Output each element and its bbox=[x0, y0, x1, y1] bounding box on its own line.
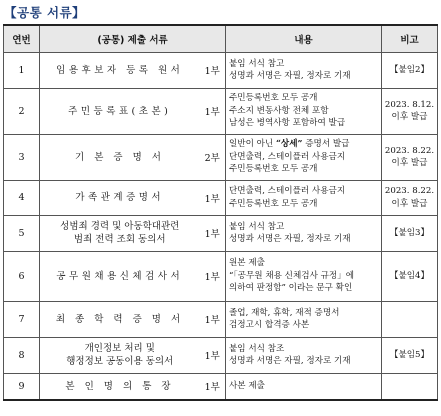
note-line: 이후 발급 bbox=[391, 198, 428, 209]
content-line bbox=[229, 221, 378, 234]
content-line bbox=[229, 163, 378, 176]
document-name bbox=[40, 215, 200, 251]
content-text: 주소지 변동사항 전체 포함 bbox=[229, 105, 329, 116]
documents-table bbox=[3, 24, 438, 401]
content-text: 남성은 병역사항 포함하여 발급 bbox=[229, 118, 346, 129]
content-text: 사본 제출 bbox=[229, 381, 265, 391]
document-content bbox=[226, 215, 382, 251]
section-title: 【공통 서류】 bbox=[4, 5, 86, 20]
document-name bbox=[40, 373, 200, 400]
document-content bbox=[226, 301, 382, 337]
row-number: 1 bbox=[4, 52, 40, 88]
document-note bbox=[382, 373, 438, 400]
copy-count: 1부 bbox=[200, 251, 226, 301]
table-row bbox=[4, 52, 438, 88]
content-text: 주민등록번호 모두 공개 bbox=[229, 198, 318, 209]
content-line bbox=[229, 282, 378, 295]
row-number: 5 bbox=[4, 215, 40, 251]
table-row bbox=[4, 373, 438, 400]
document-content bbox=[226, 251, 382, 301]
note-line: 【붙임2】 bbox=[389, 64, 430, 75]
content-line bbox=[229, 270, 378, 283]
document-name bbox=[40, 301, 200, 337]
document-content bbox=[226, 52, 382, 88]
content-text: 졸업, 재학, 휴학, 재적 증명서 bbox=[229, 307, 340, 318]
note-line: 이후 발급 bbox=[391, 158, 428, 168]
copy-count: 1부 bbox=[200, 52, 226, 88]
document-name-line: 기 본 증 명 서 bbox=[75, 151, 165, 163]
row-number: 9 bbox=[4, 373, 40, 400]
content-line bbox=[229, 151, 378, 164]
document-note bbox=[382, 134, 438, 180]
document-name bbox=[40, 88, 200, 134]
document-name-line: 행정정보 공동이용 동의서 bbox=[66, 356, 174, 367]
content-line bbox=[229, 58, 378, 71]
content-text: “상세” bbox=[275, 139, 303, 150]
content-line bbox=[229, 319, 378, 332]
document-name-line: 임용후보자 등록 원서 bbox=[56, 64, 184, 76]
document-name bbox=[40, 52, 200, 88]
header-no: 연번 bbox=[4, 25, 40, 52]
content-line bbox=[229, 117, 378, 130]
note-line: 이후 발급 bbox=[391, 112, 428, 122]
copy-count: 1부 bbox=[200, 337, 226, 373]
document-note bbox=[382, 88, 438, 134]
content-line bbox=[229, 92, 378, 105]
copy-count: 2부 bbox=[200, 134, 226, 180]
content-text: 증명서 발급 bbox=[302, 139, 350, 150]
table-row bbox=[4, 215, 438, 251]
document-name-line: 최 종 학 력 증 명 서 bbox=[55, 313, 184, 325]
header-note: 비고 bbox=[382, 25, 438, 52]
document-name-line: 본 인 명 의 통 장 bbox=[65, 380, 175, 392]
content-text: 성명과 서명은 자필, 정자로 기재 bbox=[229, 71, 351, 81]
table-row bbox=[4, 180, 438, 215]
table-row bbox=[4, 301, 438, 337]
content-line bbox=[229, 257, 378, 270]
note-line: 2023. 8.22. bbox=[384, 145, 435, 156]
copy-count: 1부 bbox=[200, 373, 226, 400]
document-name bbox=[40, 251, 200, 301]
content-line bbox=[229, 138, 378, 151]
content-text: 일반이 아닌 bbox=[229, 139, 276, 150]
content-text: 원본 제출 bbox=[229, 258, 265, 269]
table-row bbox=[4, 337, 438, 373]
content-line bbox=[229, 380, 378, 393]
content-line bbox=[229, 355, 378, 368]
content-line bbox=[229, 343, 378, 356]
document-name-line: 가족관계증명서 bbox=[75, 192, 165, 203]
content-line bbox=[229, 185, 378, 198]
content-text: 주민등록번호 모두 공개 bbox=[229, 164, 318, 175]
copy-count: 1부 bbox=[200, 301, 226, 337]
document-content bbox=[226, 337, 382, 373]
content-text: 검정고시 합격증 사본 bbox=[229, 320, 310, 330]
document-content bbox=[226, 180, 382, 215]
document-name bbox=[40, 180, 200, 215]
content-line bbox=[229, 307, 378, 320]
document-name-line: 범죄 전력 조회 동의서 bbox=[73, 234, 166, 245]
row-number: 8 bbox=[4, 337, 40, 373]
document-name-line: 개인정보 처리 및 bbox=[84, 343, 155, 354]
table-header-row bbox=[4, 25, 438, 52]
content-line bbox=[229, 233, 378, 246]
note-line: 【붙임4】 bbox=[389, 270, 430, 281]
copy-count: 1부 bbox=[200, 88, 226, 134]
document-note bbox=[382, 180, 438, 215]
table-row bbox=[4, 251, 438, 301]
note-line: 2023. 8.12. bbox=[384, 99, 435, 110]
row-number: 4 bbox=[4, 180, 40, 215]
content-text: 의하여 판정함” 이라는 문구 확인 bbox=[229, 283, 353, 294]
document-name bbox=[40, 337, 200, 373]
document-name-line: 주민등록표(초본) bbox=[68, 105, 172, 117]
document-note bbox=[382, 215, 438, 251]
content-text: 단면출력, 스테이플러 사용금지 bbox=[229, 151, 346, 162]
header-document-label: 제출 서류 bbox=[127, 34, 168, 46]
content-text: 주민등록번호 모두 공개 bbox=[229, 93, 318, 104]
note-line: 2023. 8.22. bbox=[384, 186, 435, 196]
content-text: 붙임 서식 참고 bbox=[229, 58, 285, 69]
content-line bbox=[229, 70, 378, 83]
note-line: 【붙임5】 bbox=[389, 349, 430, 360]
row-number: 6 bbox=[4, 251, 40, 301]
content-text: 붙임 서식 참조 bbox=[229, 343, 285, 354]
content-line bbox=[229, 105, 378, 118]
note-line: 【붙임3】 bbox=[389, 227, 430, 238]
content-text: 성명과 서명은 자필, 정자로 기재 bbox=[229, 356, 351, 366]
content-text: 성명과 서명은 자필, 정자로 기재 bbox=[229, 234, 351, 244]
row-number: 3 bbox=[4, 134, 40, 180]
document-note bbox=[382, 337, 438, 373]
document-note bbox=[382, 251, 438, 301]
copy-count: 1부 bbox=[200, 215, 226, 251]
document-content bbox=[226, 373, 382, 400]
document-name-line: 공무원채용신체검사서 bbox=[56, 270, 184, 282]
row-number: 7 bbox=[4, 301, 40, 337]
document-content bbox=[226, 88, 382, 134]
content-text: 붙임 서식 참고 bbox=[229, 221, 285, 232]
document-content bbox=[226, 134, 382, 180]
table-row bbox=[4, 88, 438, 134]
document-note bbox=[382, 301, 438, 337]
content-line bbox=[229, 198, 378, 211]
row-number: 2 bbox=[4, 88, 40, 134]
content-text: “「공무원 채용 신체검사 규정」에 bbox=[229, 270, 355, 281]
content-text: 단면출력, 스테이플러 사용금지 bbox=[229, 186, 346, 196]
copy-count: 1부 bbox=[200, 180, 226, 215]
header-document-prefix: (공통) bbox=[97, 34, 125, 46]
document-name bbox=[40, 134, 200, 180]
document-note bbox=[382, 52, 438, 88]
header-content: 내용 bbox=[226, 25, 382, 52]
table-row bbox=[4, 134, 438, 180]
document-name-line: 성범죄 경력 및 아동학대관련 bbox=[60, 221, 180, 232]
header-document bbox=[40, 25, 226, 52]
